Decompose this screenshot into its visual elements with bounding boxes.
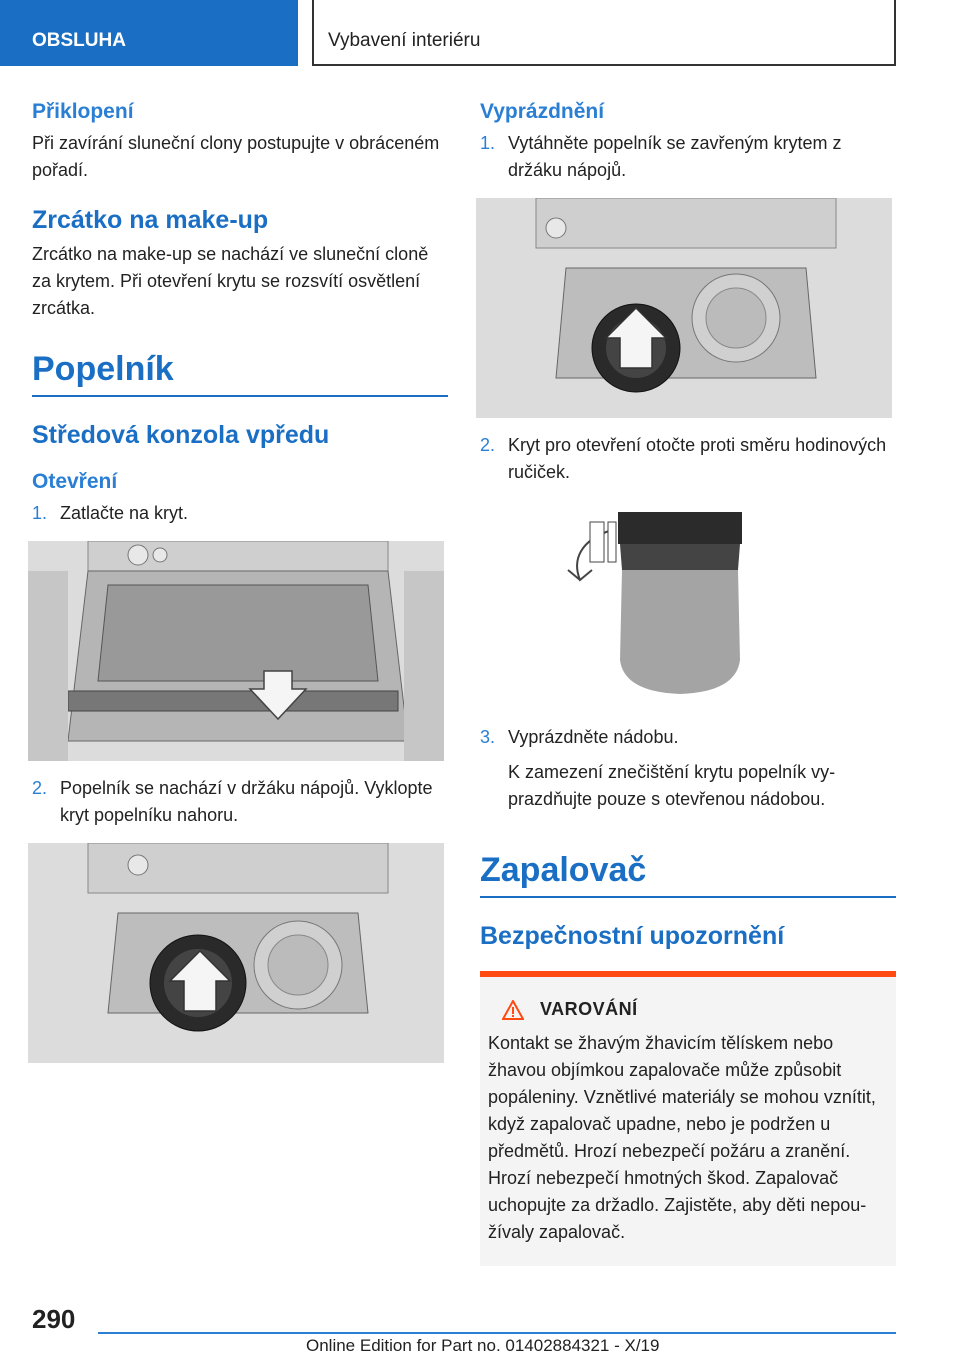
step-1-right [480, 130, 896, 184]
heading-konzola: Středová konzola vpředu [32, 421, 330, 449]
step-number: 1. [32, 503, 48, 523]
section-title: Vybavení interiéru [312, 0, 896, 66]
left-column [32, 100, 448, 1063]
chapter-tab: OBSLUHA [0, 0, 298, 66]
edition-text: Online Edition for Part no. 01402884321 - X/19 [306, 1336, 660, 1355]
heading-bezpecnost: Bezpečnostní upozornění [480, 922, 785, 950]
console-cover-illustration [28, 541, 444, 761]
step-3-right [480, 724, 896, 751]
step-number: 3. [480, 727, 496, 747]
ashtray-rotate-illustration [480, 500, 896, 710]
text-zrcatko: Zrcátko na make-up se nachází ve sluneční cloně za krytem. Při otevření krytu se rozsvítí osvětlení zrcátka. [32, 244, 429, 318]
heading-zrcatko: Zrcátko na make-up [32, 206, 269, 234]
warning-triangle-icon [502, 1000, 524, 1020]
ashtray-open-illustration [28, 843, 444, 1063]
step-2-right [480, 432, 896, 486]
warning-label: VAROVÁNÍ [540, 999, 638, 1019]
heading-vyprazdneni: Vyprázdnění [480, 100, 605, 123]
right-column [480, 100, 896, 1266]
warning-box [480, 971, 896, 1266]
ashtray-container-image [480, 500, 896, 710]
heading-zapalovac: Zapalovač [480, 851, 896, 898]
heading-otevreni: Otevření [32, 470, 118, 493]
text-priklopeni: Při zavírání sluneční clony postupujte v obráceném pořadí. [32, 133, 440, 180]
step-1-left [32, 500, 448, 527]
footer-rule [98, 1332, 896, 1334]
heading-popelnik: Popelník [32, 350, 448, 397]
step-text: Popelník se nachází v držáku nápojů. Vyklopte kryt popelníku nahoru. [60, 778, 433, 825]
page-footer [0, 1296, 960, 1356]
step-text: Kryt pro otevření otočte proti směru hodinových ručiček. [508, 435, 887, 482]
step-2-left [32, 775, 448, 829]
heading-priklopeni: Přiklopení [32, 100, 134, 123]
step-text: Zatlačte na kryt. [60, 503, 189, 523]
page-header [0, 0, 960, 66]
console-cover-image [28, 541, 444, 761]
step-number: 2. [32, 778, 48, 798]
warning-text: Kontakt se žhavým žhavicím tělískem nebo žhavou objímkou zapalovače může způsobit popáleniny. Vznětlivé materiály se mohou vznítit, když zapalovač upadne, nebo je podržen u předmětů. Hrozí nebezpečí požáru a zranění. Hrozí nebezpečí hmotných škod. Zapalovač uchopujte za držadlo. Zajistěte, aby děti nepoužívaly zapalovač. [488, 1033, 876, 1242]
page-number: 290 [32, 1304, 76, 1334]
step-text: Vytáhněte popelník se zavřeným krytem z držáku nápojů. [508, 133, 842, 180]
warning-header [488, 999, 888, 1020]
step-3-note: K zamezení znečištění krytu popelník vyprazdňujte pouze s otevřenou nádobou. [508, 762, 836, 809]
step-text: Vyprázdněte nádobu. [508, 727, 679, 747]
step-number: 1. [480, 133, 496, 153]
ashtray-remove-image [476, 198, 892, 418]
ashtray-remove-illustration [476, 198, 892, 418]
ashtray-open-image [28, 843, 444, 1063]
step-number: 2. [480, 435, 496, 455]
